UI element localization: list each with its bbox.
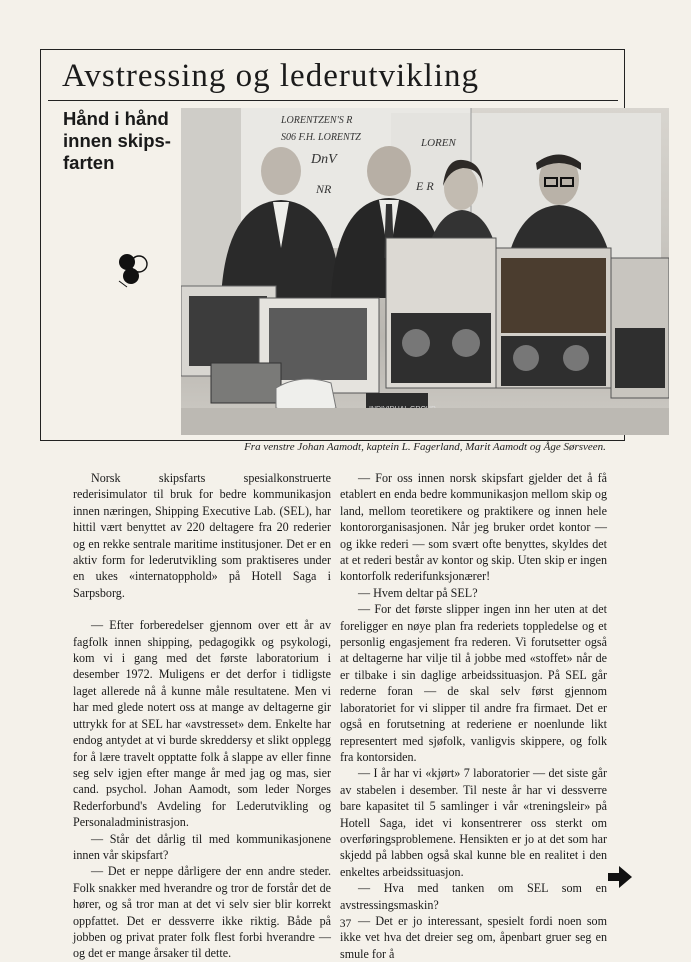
left-column	[73, 470, 331, 962]
article-title: Avstressing og lederutvikling	[62, 58, 480, 94]
group-photo	[181, 108, 669, 435]
right-column	[340, 470, 607, 962]
paragraph: — Står det dårlig til med kommunikasjonene innen vår skipsfart?	[73, 831, 331, 862]
title-rule	[48, 100, 618, 101]
continue-arrow-icon	[608, 866, 632, 888]
photo-caption: Fra venstre Johan Aamodt, kaptein L. Fagerland, Marit Aamodt og Åge Sørsveen.	[244, 441, 606, 453]
board-text: NR	[316, 182, 332, 196]
paragraph: — Det er neppe dårligere der enn andre steder. Folk snakker med hverandre og tror de forstår det de hører, og så tror man at det vi selv sier blir korrekt oppfattet. Det er dessverre ikke riktig. Både på jobben og privat prater folk flest forbi hverandre — og det er mange årsaker til dette.	[73, 864, 331, 961]
board-text: LOREN	[421, 137, 456, 149]
paragraph: — For det første slipper ingen inn her uten at det foreligger en nøye plan fra rederiets toppledelse og et personlig engasjement fra rederen. Vi forutsetter også at deltagerne har vilje til å jobbe med «stoffet» når de er tilbake i sin daglige arbeidssituasjon. På SEL går rederne foran — de skal selv først gjennom laboratoriet for vi slipper til andre fra firmaet. Det er også en forutsetning at rederiene er noenlunde likt representert med sjøfolk, vanligvis skippere, og folk fra kontorsiden.	[340, 602, 607, 764]
logo-icon	[113, 251, 161, 289]
board-text: DnV	[311, 152, 337, 167]
paragraph: — Det er jo interessant, spesielt fordi noen som ikke vet hva det dreier seg om, åpenbart gruer seg en smule for å	[340, 913, 607, 961]
group-photo-drawing	[181, 108, 669, 435]
paragraph: Norsk skipsfarts spesialkonstruerte rederisimulator til bruk for bedre kommunikasjon innen næringen, Shipping Executive Lab. (SEL), har hittil vært benyttet av 220 deltagere fra 20 rederier og en rekke sentrale maritime institusjoner. Det er en aktiv form for lederutvikling som praktiseres under en ukes «internatopphold» på Hotell Saga i Sarpsborg.	[73, 471, 331, 600]
paragraph: — Hvem deltar på SEL?	[358, 585, 478, 600]
board-text: S06 F.H. LORENTZ	[281, 132, 361, 143]
article-subtitle: Hånd i hånd innen skips-farten	[63, 108, 171, 173]
paragraph: — For oss innen norsk skipsfart gjelder det å få etablert en enda bedre kommunikasjon mellom skip og land, mellom teoretikere og praktikere og innen hele kontororganisasjonen. Når jeg bruker ordet kontor — og ikke rederi — som svært ofte benyttes, skyldes det at et rederi består av kontor og skip. Uten skip er ingen kontorfolk rederifunksjonærer!	[340, 471, 607, 584]
board-text: E R	[416, 179, 434, 193]
page-number: 37	[339, 918, 352, 930]
paragraph: — Efter forberedelser gjennom over ett år av fagfolk innen shipping, pedagogikk og psykologi, kom vi i gang med det første laboratorium i desember 1972. Muligens er det derfor i tidligste laget allerede nå å kunne måle resultatene. Men vi har med glede notert oss at mange av deltagerne gir uttrykk for at SEL har «avstresset» dem. Enkelte har endog antydet at vi burde skreddersy et slikt opplegg for å lære travelt opptatte folk å slappe av eller finne seg selv igjen efter mange år med jag og mas, sier cand. psychol. Johan Aamodt, som leder Norges Rederforbund's Avdeling for Lederutvikling og Personaladministrasjon.	[73, 618, 331, 830]
board-text: LORENTZEN'S R	[281, 115, 353, 126]
paragraph: — I år har vi «kjørt» 7 laboratorier — det siste går av stabelen i desember. Til neste år har vi dessverre bare kapasitet til 5 samlinger i vår «treningsleir» på Hotell Saga, idet vi konsentrerer oss sterkt om overføringsproblemene. Hensikten er jo at det som har skjedd på labben også skal kunne ble en realitet i den enkeltes arbeidssituasjon.	[340, 766, 607, 879]
paragraph: — Hva med tanken om SEL som en avstressingsmaskin?	[340, 881, 607, 912]
